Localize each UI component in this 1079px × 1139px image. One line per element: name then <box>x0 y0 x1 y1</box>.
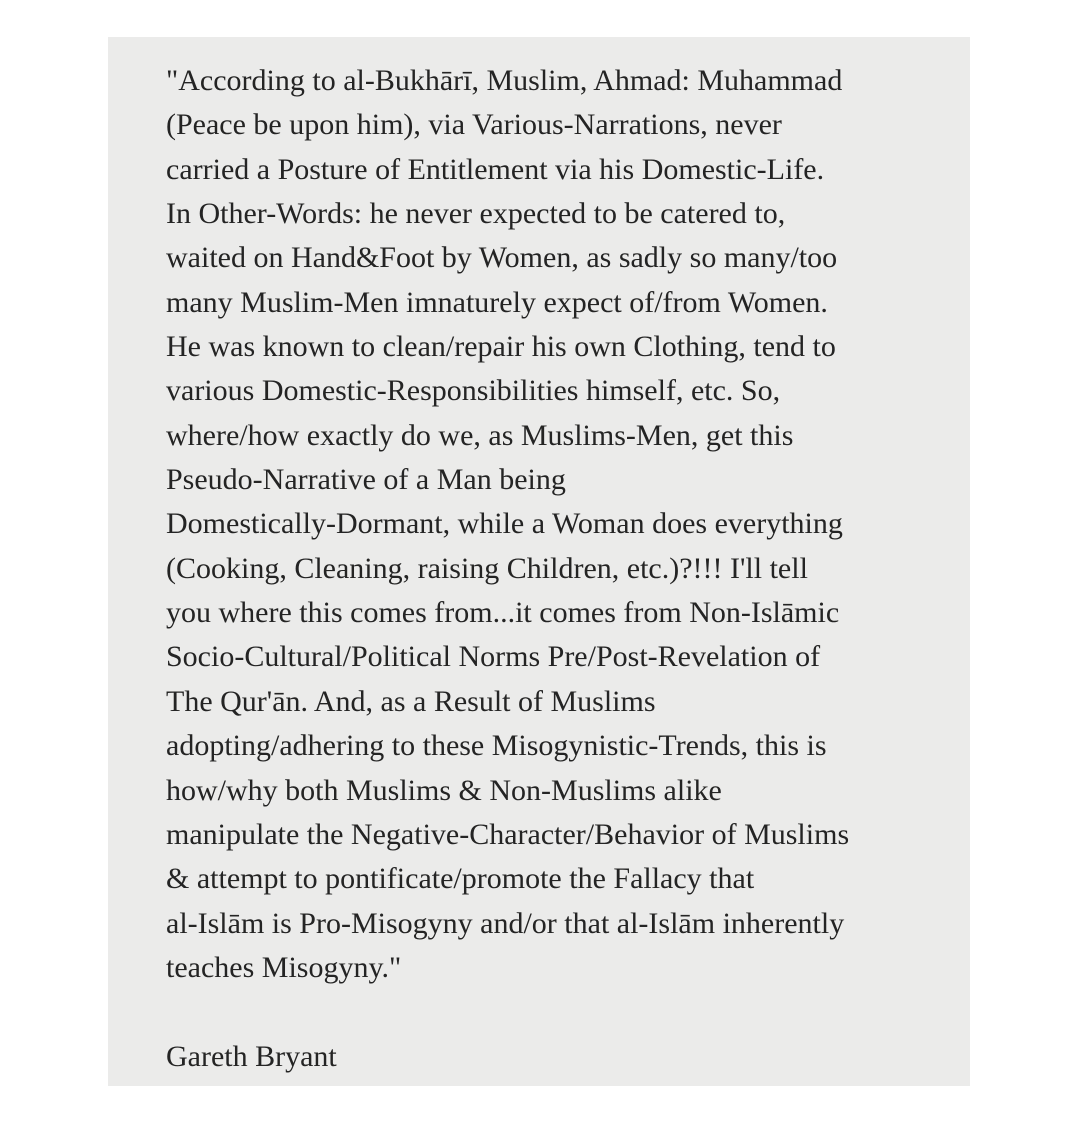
quote-line: (Cooking, Cleaning, raising Children, etc.)?!!! I'll tell <box>166 551 808 585</box>
quote-line: how/why both Muslims & Non-Muslims alike <box>166 773 722 807</box>
quote-line: Domestically-Dormant, while a Woman does everything <box>166 507 843 541</box>
quote-line: many Muslim-Men imnaturely expect of/from Women. <box>166 285 828 319</box>
quote-line: In Other-Words: he never expected to be catered to, <box>166 197 786 231</box>
quote-line: waited on Hand&Foot by Women, as sadly so many/too <box>166 241 838 275</box>
quote-line: & attempt to pontificate/promote the Fallacy that <box>166 862 755 896</box>
quote-line: The Qur'ān. And, as a Result of Muslims <box>166 684 656 718</box>
quote-line: Socio-Cultural/Political Norms Pre/Post-Revelation of <box>166 640 821 674</box>
quote-line: He was known to clean/repair his own Clothing, tend to <box>166 330 836 364</box>
quote-line: al-Islām is Pro-Misogyny and/or that al-Islām inherently <box>166 906 845 940</box>
quote-line: (Peace be upon him), via Various-Narrations, never <box>166 108 782 142</box>
quote-line: carried a Posture of Entitlement via his Domestic-Life. <box>166 152 825 186</box>
quote-card <box>108 37 970 1086</box>
quote-line: manipulate the Negative-Character/Behavior of Muslims <box>166 817 850 851</box>
quote-text <box>166 59 849 990</box>
quote-line: you where this comes from...it comes from Non-Islāmic <box>166 596 840 630</box>
quote-line: Pseudo-Narrative of a Man being <box>166 463 566 497</box>
quote-line: adopting/adhering to these Misogynistic-Trends, this is <box>166 729 827 763</box>
quote-line: where/how exactly do we, as Muslims-Men, get this <box>166 418 794 452</box>
quote-line: teaches Misogyny." <box>166 950 402 984</box>
quote-line: various Domestic-Responsibilities himself, etc. So, <box>166 374 781 408</box>
quote-author: Gareth Bryant <box>166 1040 337 1073</box>
quote-line: "According to al-Bukhārī, Muslim, Ahmad: Muhammad <box>166 64 843 97</box>
